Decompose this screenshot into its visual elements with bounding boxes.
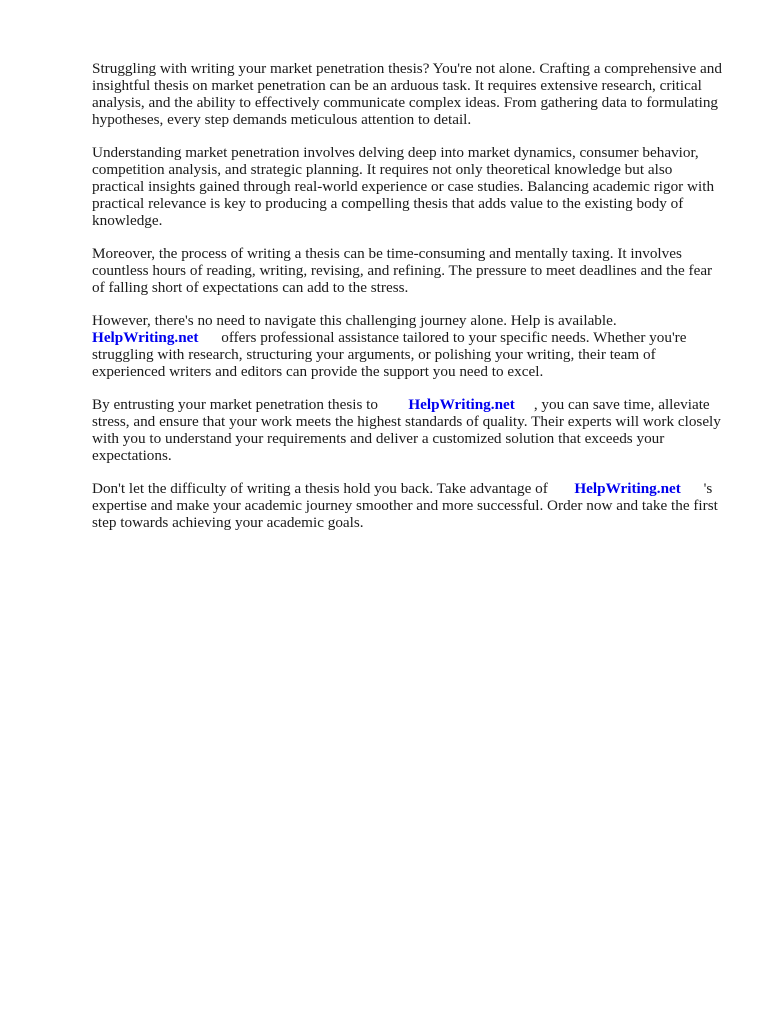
paragraph-text-before: By entrusting your market penetration thesis to bbox=[92, 396, 378, 413]
helpwriting-link[interactable]: HelpWriting.net bbox=[408, 396, 515, 413]
paragraph-entrusting bbox=[92, 396, 722, 464]
helpwriting-link[interactable]: HelpWriting.net bbox=[574, 480, 681, 497]
paragraph-intro bbox=[92, 60, 722, 128]
paragraph-text-before: However, there's no need to navigate this challenging journey alone. Help is available. bbox=[92, 312, 617, 329]
document-page bbox=[92, 60, 722, 547]
paragraph-take-advantage bbox=[92, 480, 722, 531]
paragraph-text-after: , you can save time, alleviate stress, and ensure that your work meets the highest standards of quality. Their experts will work closely with you to understand your requirements and deliver a customized solution that exceeds your expectations. bbox=[92, 396, 721, 464]
helpwriting-link[interactable]: HelpWriting.net bbox=[92, 329, 199, 346]
paragraph-understanding bbox=[92, 144, 722, 229]
paragraph-text-before: Don't let the difficulty of writing a thesis hold you back. Take advantage of bbox=[92, 480, 548, 497]
paragraph-text-after: offers professional assistance tailored to your specific needs. Whether you're struggling with research, structuring your arguments, or polishing your writing, their team of experienced writers and editors can provide the support you need to excel. bbox=[92, 329, 687, 380]
paragraph-text-after: 's expertise and make your academic journey smoother and more successful. Order now and take the first step towards achieving your academic goals. bbox=[92, 480, 718, 531]
paragraph-text: Moreover, the process of writing a thesis can be time-consuming and mentally taxing. It involves countless hours of reading, writing, revising, and refining. The pressure to meet deadlines and the fear of falling short of expectations can add to the stress. bbox=[92, 245, 713, 296]
paragraph-moreover bbox=[92, 245, 722, 296]
paragraph-help-available bbox=[92, 312, 722, 380]
paragraph-text: Understanding market penetration involves delving deep into market dynamics, consumer behavior, competition analysis, and strategic planning. It requires not only theoretical knowledge but also practical insights gained through real-world experience or case studies. Balancing academic rigor with practical relevance is key to producing a compelling thesis that adds value to the existing body of knowledge. bbox=[92, 144, 715, 229]
paragraph-text: Struggling with writing your market penetration thesis? You're not alone. Crafting a comprehensive and insightful thesis on market penetration can be an arduous task. It requires extensive research, critical analysis, and the ability to effectively communicate complex ideas. From gathering data to formulating hypotheses, every step demands meticulous attention to detail. bbox=[92, 60, 722, 128]
